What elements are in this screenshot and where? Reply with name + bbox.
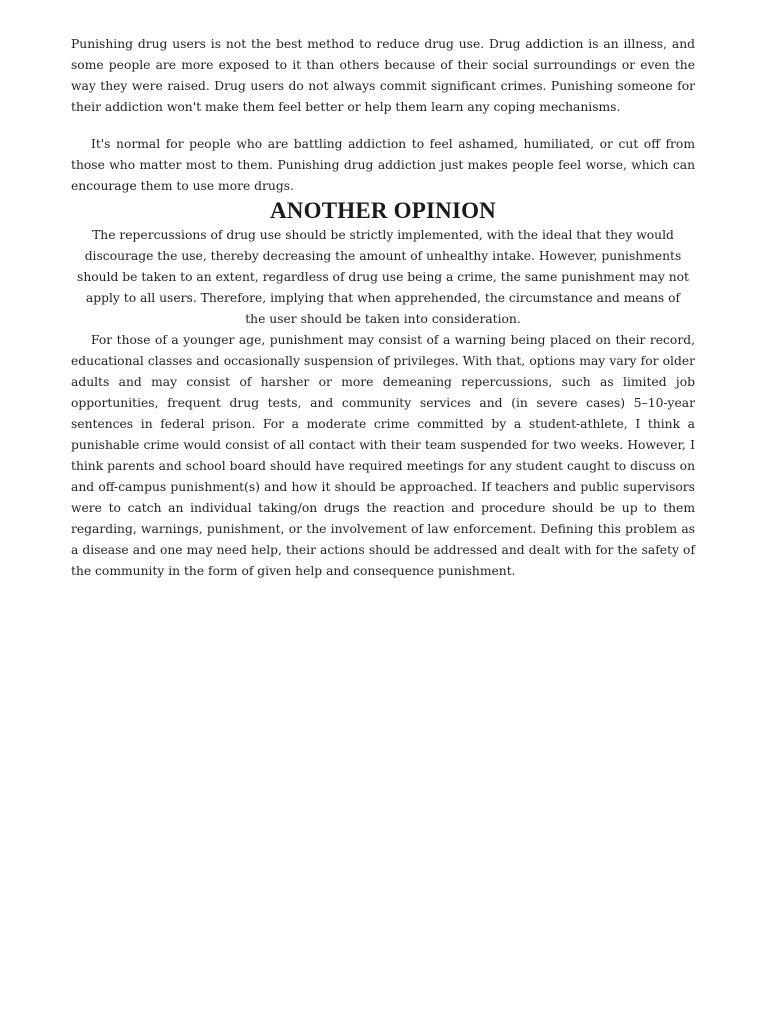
paragraph-repercussions: The repercussions of drug use should be strictly implemented, with the ideal that they would discourage the use, thereby decreasing the amount of unhealthy intake. However, punishments should be taken to an extent, regardless of drug use being a crime, the same punishment may not apply to all users. Therefore, implying that when apprehended, the circumstance and means of the user should be taken into consideration. xyxy=(77,228,689,326)
paragraph-shame-isolation: It's normal for people who are battling addiction to feel ashamed, humiliated, or cut off from those who matter most to them. Punishing drug addiction just makes people feel worse, which can encourage them to use more drugs. xyxy=(71,137,695,193)
document-page xyxy=(71,34,695,582)
paragraph-addiction-illness: Punishing drug users is not the best method to reduce drug use. Drug addiction is an illness, and some people are more exposed to it than others because of their social surroundings or even the way they were raised. Drug users do not always commit significant crimes. Punishing someone for their addiction won't make them feel better or help them learn any coping mechanisms. xyxy=(71,37,695,114)
section-heading: ANOTHER OPINION xyxy=(270,198,496,223)
paragraph-age-punishment: For those of a younger age, punishment may consist of a warning being placed on their record, educational classes and occasionally suspension of privileges. With that, options may vary for older adults and may consist of harsher or more demeaning repercussions, such as limited job opportunities, frequent drug tests, and community services and (in severe cases) 5–10-year sentences in federal prison. For a moderate crime committed by a student-athlete, I think a punishable crime would consist of all contact with their team suspended for two weeks. However, I think parents and school board should have required meetings for any student caught to discuss on and off-campus punishment(s) and how it should be approached. If teachers and public supervisors were to catch an individual taking/on drugs the reaction and procedure should be up to them regarding, warnings, punishment, or the involvement of law enforcement. Defining this problem as a disease and one may need help, their actions should be addressed and dealt with for the safety of the community in the form of given help and consequence punishment. xyxy=(71,333,695,578)
